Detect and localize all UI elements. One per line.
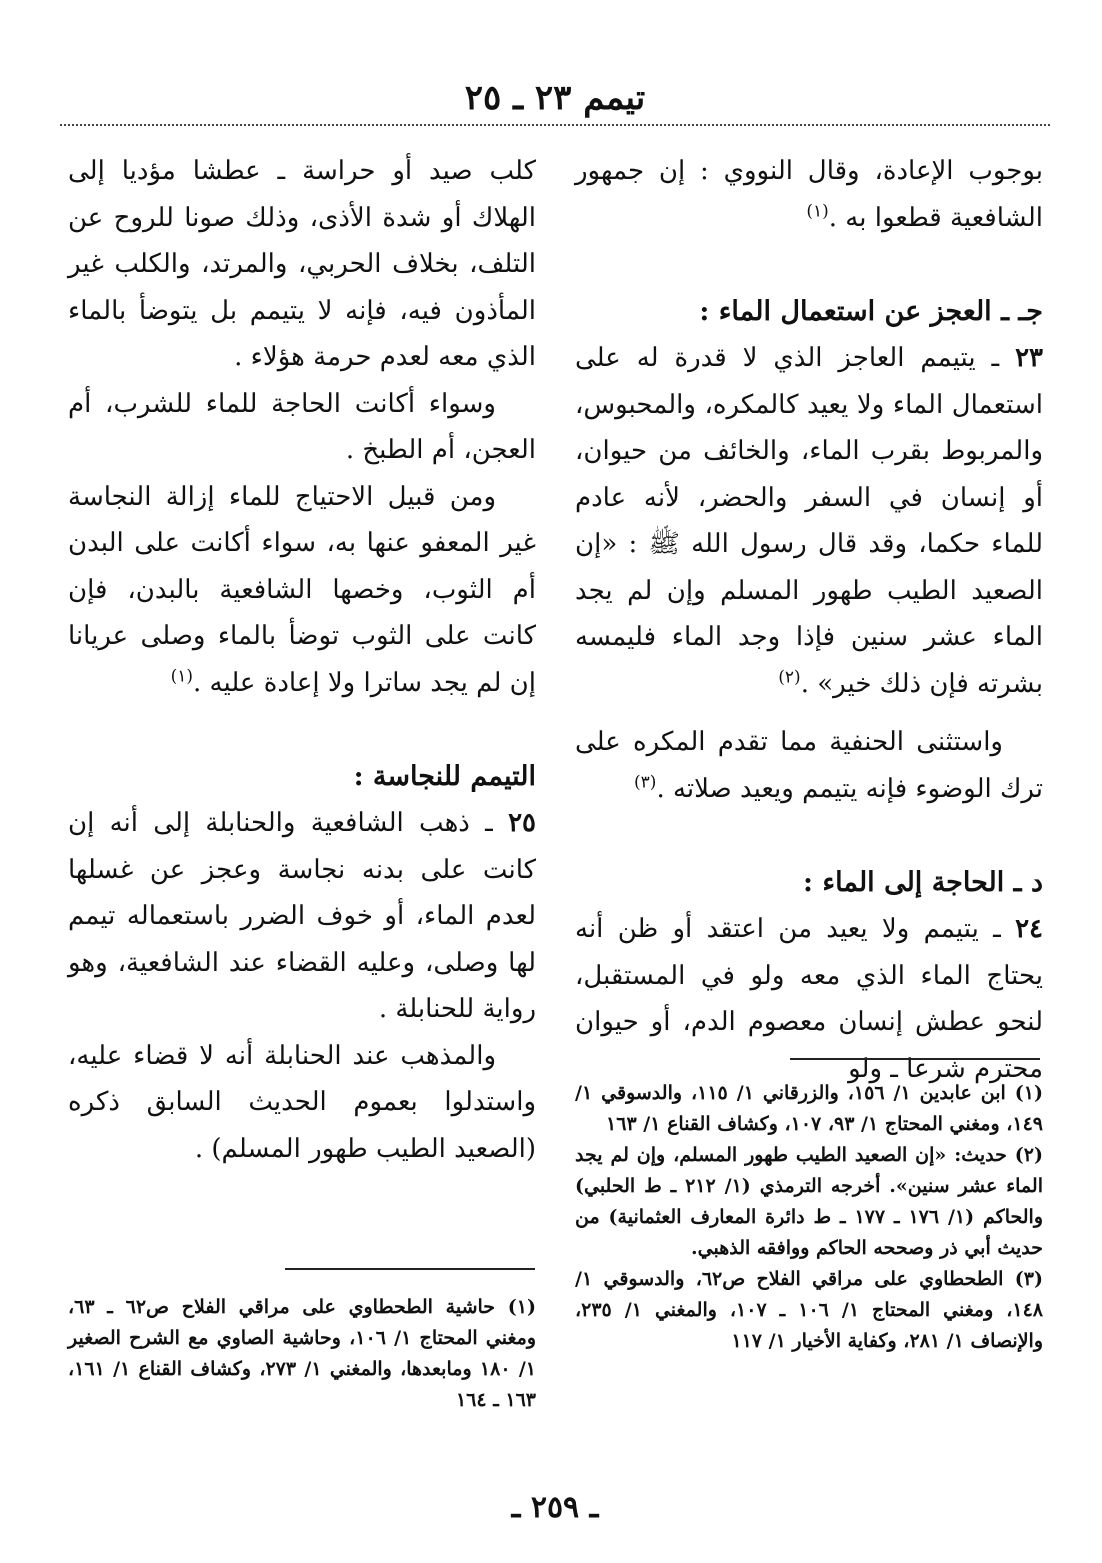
footnote-divider: [790, 1058, 1040, 1060]
section-heading-d: د ـ الحاجة إلى الماء :: [803, 867, 1043, 898]
paragraph-continuation: كلب صيد أو حراسة ـ عطشا مؤديا إلى الهلاك أو شدة الأذى، وذلك صونا للروح عن التلف، بخلاف الحربي، والمرتد، والكلب غير المأذون فيه، فإنه لا يتيمم بل يتوضأ بالماء الذي معه لعدم حرمة هؤلاء .: [68, 156, 536, 372]
paragraph-hanafi: [575, 719, 1043, 812]
footnotes-right: [575, 1078, 1043, 1357]
footnote-item: (١) ابن عابدين ١/ ١٥٦، والزرقاني ١/ ١١٥، والدسوقي ١/ ١٤٩، ومغني المحتاج ١/ ٩٣، ١٠٧، وكشاف القناع ١/ ١٦٣: [575, 1082, 1043, 1135]
page-number: ـ ٢٥٩ ـ: [511, 1490, 599, 1525]
paragraph-continuation: [575, 148, 1043, 241]
paragraph-text: واستثنى الحنفية مما تقدم المكره على ترك الوضوء فإنه يتيمم ويعيد صلاته .: [575, 727, 1043, 804]
paragraph-hanabila: والمذهب عند الحنابلة أنه لا قضاء عليه، واستدلوا بعموم الحديث السابق ذكره (الصعيد الطيب طهور المسلم) .: [68, 1040, 536, 1164]
paragraph-text: بوجوب الإعادة، وقال النووي : إن جمهور الشافعية قطعوا به .: [575, 156, 1043, 233]
paragraph-number: ٢٤: [1015, 914, 1043, 944]
left-column: [68, 148, 536, 1172]
paragraph-text: ـ ذهب الشافعية والحنابلة إلى أنه إن كانت على بدنه نجاسة وعجز عن غسلها لعدم الماء، أو خوف الضرر باستعماله تيمم لها وصلى، وعليه القضاء عند الشافعية، وهو رواية للحنابلة .: [68, 808, 536, 1024]
paragraph-text: ومن قبيل الاحتياج للماء إزالة النجاسة غير المعفو عنها به، سواء أكانت على البدن أم الثوب، وخصها الشافعية بالبدن، فإن كانت على الثوب توضأ بالماء وصلى عريانا إن لم يجد ساترا ولا إعادة عليه .: [68, 481, 536, 698]
footnote-ref: (٢): [778, 666, 801, 687]
right-column: [575, 148, 1043, 1092]
footnote-ref: (٣): [634, 771, 657, 792]
paragraph-text: ـ يتيمم العاجز الذي لا قدرة له على استعمال الماء ولا يعيد كالمكره، والمحبوس، والمربوط بقرب الماء، والخائف من حيوان، أو إنسان في السفر والحضر، لأنه عادم للماء حكما، وقد قال رسول الله ﷺ : «إن الصعيد الطيب طهور المسلم وإن لم يجد الماء عشر سنين فإذا وجد الماء فليمسه بشرته فإن ذلك خير» .: [575, 343, 1043, 699]
page-header-title: تيمم ٢٣ ـ ٢٥: [464, 78, 646, 118]
paragraph-number: ٢٣: [1015, 343, 1043, 373]
footnote-divider: [285, 1268, 535, 1270]
paragraph-need: وسواء أكانت الحاجة للماء للشرب، أم العجن، أم الطبخ .: [68, 388, 536, 465]
footnote-item: (٢) حديث: «إن الصعيد الطيب طهور المسلم، وإن لم يجد الماء عشر سنين». أخرجه الترمذي (١/ ٢١٢ ـ ط الحلبي) والحاكم (١/ ١٧٦ ـ ١٧٧ ـ ط دائرة المعارف العثمانية) من حديث أبي ذر وصححه الحاكم ووافقه الذهبي.: [575, 1144, 1044, 1259]
paragraph-25: [68, 800, 536, 1033]
footnote-ref: (١): [170, 665, 193, 686]
paragraph-24: [575, 906, 1043, 1092]
paragraph-number: ٢٥: [508, 808, 536, 838]
header-divider: [60, 124, 1050, 126]
paragraph-23: [575, 335, 1043, 707]
paragraph-text: ـ يتيمم ولا يعيد من اعتقد أو ظن أنه يحتاج الماء الذي معه ولو في المستقبل، لنحو عطش إنسان معصوم الدم، أو حيوان محترم شرعا ـ ولو: [575, 914, 1043, 1084]
section-heading-c: جـ ـ العجز عن استعمال الماء :: [699, 296, 1043, 327]
paragraph-najasa: [68, 474, 536, 707]
footnote-ref: (١): [806, 200, 829, 221]
footnote-item: (١) حاشية الطحطاوي على مراقي الفلاح ص٦٢ ـ ٦٣، ومغني المحتاج ١/ ١٠٦، وحاشية الصاوي مع الشرح الصغير ١/ ١٨٠ ومابعدها، والمغني ١/ ٢٧٣، وكشاف القناع ١/ ١٦١، ١٦٣ ـ ١٦٤: [68, 1296, 537, 1411]
section-heading-tayammum-najasa: التيمم للنجاسة :: [353, 761, 536, 792]
footnote-item: (٣) الطحطاوي على مراقي الفلاح ص٦٢، والدسوقي ١/ ١٤٨، ومغني المحتاج ١/ ١٠٦ ـ ١٠٧، والمغني ١/ ٢٣٥، والإنصاف ١/ ٢٨١، وكفاية الأخيار ١/ ١١٧: [575, 1268, 1044, 1352]
footnotes-left: [68, 1292, 536, 1416]
